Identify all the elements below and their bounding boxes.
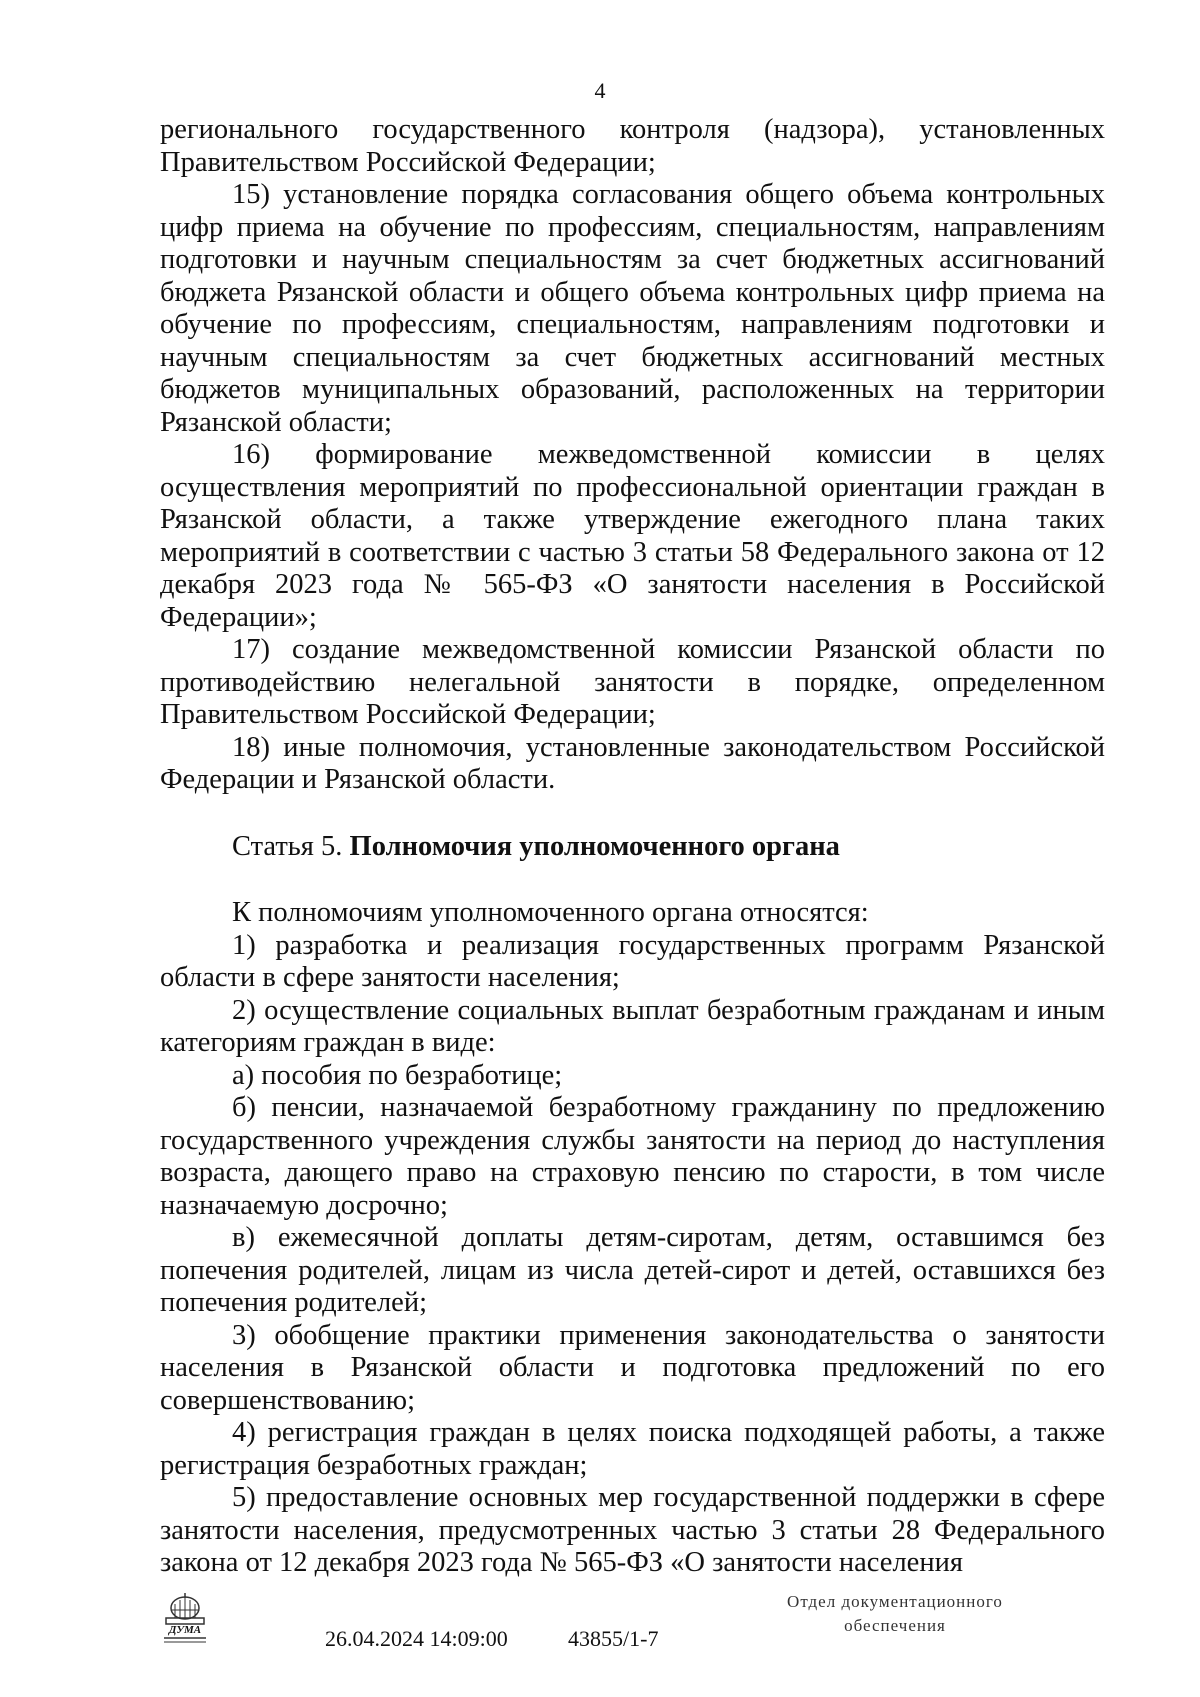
document-body (160, 114, 1105, 1580)
article-subitem-a: а) пособия по безработице; (232, 1059, 563, 1091)
page-footer (0, 1590, 1200, 1680)
article-item-5: 5) предоставление основных мер государственной поддержки в сфере занятости населения, предусмотренных частью 3 статьи 28 Федерального закона от 12 декабря 2023 года № 565-ФЗ «О занятости населения (160, 1482, 1105, 1578)
paragraph-item-16: 16) формирование межведомственной комиссии в целях осуществления мероприятий по профессиональной ориентации граждан в Рязанской области, а также утверждение ежегодного плана таких мероприятий в соответствии с частью 3 статьи 58 Федерального закона от 12 декабря 2023 года № 565-ФЗ «О занятости населения в Российской Федерации»; (160, 439, 1105, 633)
article-intro: К полномочиям уполномоченного органа относятся: (232, 897, 869, 928)
article-item-2: 2) осуществление социальных выплат безработным гражданам и иным категориям граждан в виде: (160, 994, 1105, 1058)
paragraph-item-15: 15) установление порядка согласования общего объема контрольных цифр приема на обучение по профессиям, специальностям, направлениям подготовки и научным специальностям за счет бюджетных ассигнований бюджета Рязанской области и общего объема контрольных цифр приема на обучение по профессиям, специальностям, направлениям подготовки и научным специальностям за счет бюджетных ассигнований местных бюджетов муниципальных образований, расположенных на территории Рязанской области; (160, 179, 1105, 438)
article-heading (160, 831, 1105, 864)
article-item-4: 4) регистрация граждан в целях поиска подходящей работы, а также регистрация безработных граждан; (160, 1417, 1105, 1481)
article-subitem-v: в) ежемесячной доплаты детям-сиротам, детям, оставшимся без попечения родителей, лицам из числа детей-сирот и детей, оставшихся без попечения родителей; (160, 1222, 1105, 1318)
article-prefix: Статья 5. (232, 830, 343, 862)
page-number: 4 (594, 78, 606, 103)
article-item-1: 1) разработка и реализация государственных программ Рязанской области в сфере занятости населения; (160, 929, 1105, 993)
article-title: Полномочия уполномоченного органа (349, 830, 840, 862)
article-subitem-b: б) пенсии, назначаемой безработному гражданину по предложению государственного учреждения службы занятости на период до наступления возраста, дающего право на страховую пенсию по старости, в том числе назначаемую досрочно; (160, 1092, 1105, 1221)
duma-logo-icon (160, 1590, 210, 1652)
footer-date: 26.04.2024 14:09:00 (325, 1626, 508, 1651)
footer-department (745, 1590, 1045, 1638)
paragraph-item-18: 18) иные полномочия, установленные законодательством Российской Федерации и Рязанской области. (160, 731, 1105, 795)
footer-department-line2: обеспечения (844, 1616, 946, 1635)
paragraph-item-17: 17) создание межведомственной комиссии Рязанской области по противодействию нелегальной занятости в порядке, определенном Правительством Российской Федерации; (160, 634, 1105, 730)
footer-doc-number: 43855/1-7 (568, 1626, 659, 1651)
paragraph-continuation: регионального государственного контроля (надзора), установленных Правительством Российской Федерации; (160, 114, 1105, 178)
footer-department-line1: Отдел документационного (787, 1592, 1003, 1611)
article-item-3: 3) обобщение практики применения законодательства о занятости населения в Рязанской области и подготовка предложений по его совершенствованию; (160, 1319, 1105, 1416)
duma-logo-text: ДУМА (168, 1624, 202, 1636)
